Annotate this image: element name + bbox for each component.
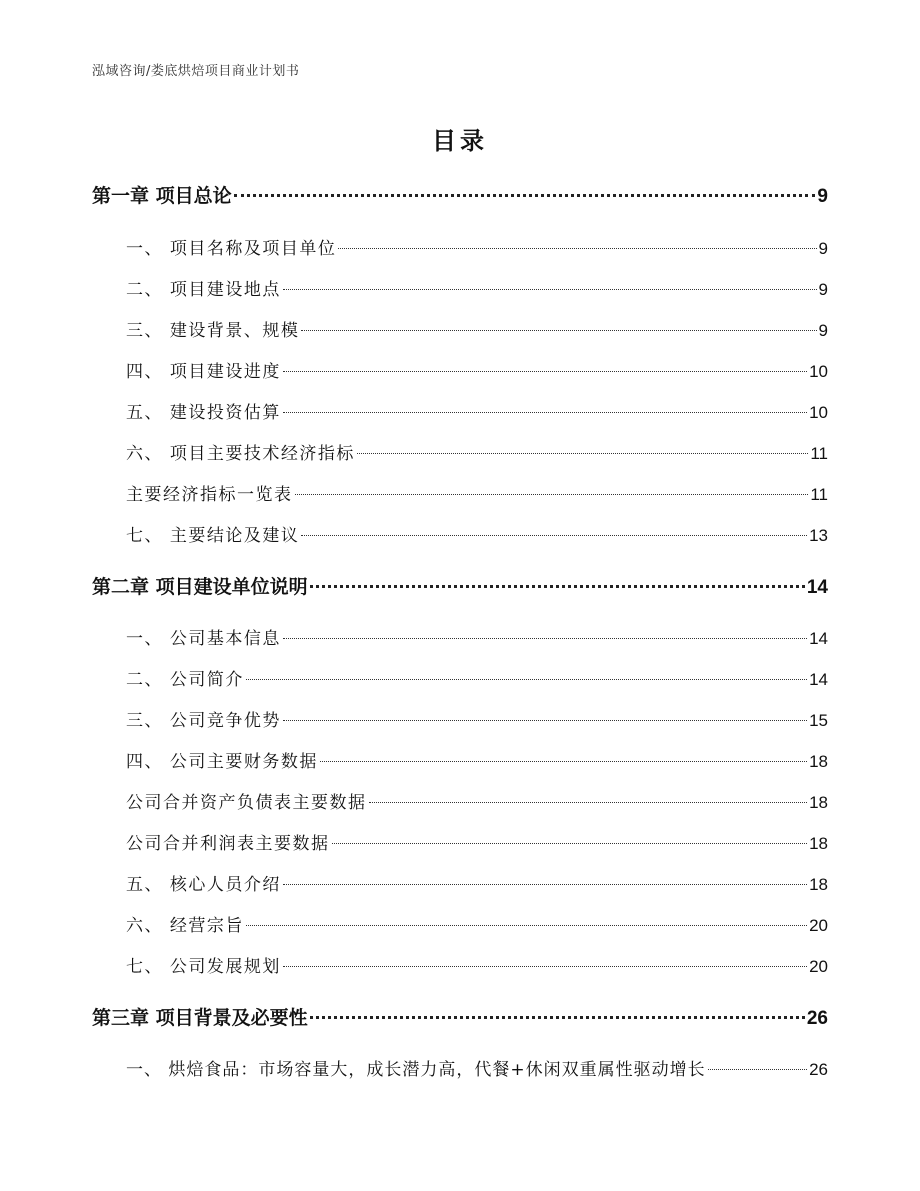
toc-page-number: 14 xyxy=(809,629,828,648)
toc-label: 七、 公司发展规划 xyxy=(126,957,281,977)
toc-label: 六、 经营宗旨 xyxy=(126,916,244,936)
toc-page-number: 10 xyxy=(809,362,828,381)
dot-leader xyxy=(369,802,808,803)
toc-label: 二、 公司简介 xyxy=(126,670,244,690)
toc-title: 目录 xyxy=(432,127,488,155)
toc-entry[interactable] xyxy=(126,829,828,854)
running-header: 泓域咨询/娄底烘焙项目商业计划书 xyxy=(92,64,300,79)
dot-leader xyxy=(338,248,816,249)
toc-entry[interactable] xyxy=(126,911,828,936)
toc-entry[interactable] xyxy=(126,1055,828,1080)
toc-entry[interactable] xyxy=(126,665,828,690)
toc-page-number: 14 xyxy=(809,670,828,689)
dot-leader xyxy=(295,494,809,495)
dot-leader xyxy=(283,371,807,372)
toc-entry[interactable] xyxy=(126,480,828,505)
dot-leader xyxy=(301,330,816,331)
toc-label: 二、 项目建设地点 xyxy=(126,280,281,300)
toc-page-number: 9 xyxy=(818,280,828,299)
toc-page-number: 18 xyxy=(809,793,828,812)
toc-page-number: 11 xyxy=(810,485,828,504)
toc-label: 主要经济指标一览表 xyxy=(126,485,293,505)
toc-entry[interactable] xyxy=(126,398,828,423)
toc-label: 第三章 项目背景及必要性 xyxy=(92,1007,308,1029)
toc-entry[interactable] xyxy=(126,870,828,895)
toc-label: 五、 建设投资估算 xyxy=(126,403,281,423)
toc-chapter-3[interactable] xyxy=(92,1003,828,1030)
toc-entry[interactable] xyxy=(126,357,828,382)
toc-label: 公司合并利润表主要数据 xyxy=(126,834,330,854)
toc-chapter-1[interactable] xyxy=(92,181,828,208)
toc-label: 第二章 项目建设单位说明 xyxy=(92,576,308,598)
toc-entry[interactable] xyxy=(126,234,828,259)
dot-leader xyxy=(246,925,807,926)
toc-label: 四、 公司主要财务数据 xyxy=(126,752,318,772)
toc-page-number: 14 xyxy=(806,577,828,598)
dot-leader xyxy=(310,585,805,588)
toc-entry[interactable] xyxy=(126,316,828,341)
dot-leader xyxy=(301,535,807,536)
toc-page-number: 9 xyxy=(818,321,828,340)
toc-entry[interactable] xyxy=(126,706,828,731)
dot-leader xyxy=(234,194,816,197)
toc-label: 公司合并资产负债表主要数据 xyxy=(126,793,367,813)
toc-page-number: 9 xyxy=(817,186,828,207)
dot-leader xyxy=(332,843,808,844)
dot-leader xyxy=(310,1016,805,1019)
dot-leader xyxy=(357,453,808,454)
toc-page-number: 26 xyxy=(809,1060,828,1079)
toc-entry[interactable] xyxy=(126,521,828,546)
toc-label: 第一章 项目总论 xyxy=(92,185,232,207)
toc-entry[interactable] xyxy=(126,624,828,649)
toc-entry[interactable] xyxy=(126,788,828,813)
toc-label: 五、 核心人员介绍 xyxy=(126,875,281,895)
toc-entry[interactable] xyxy=(126,439,828,464)
toc-label: 三、 公司竞争优势 xyxy=(126,711,281,731)
toc-label: 六、 项目主要技术经济指标 xyxy=(126,444,355,464)
toc-label: 四、 项目建设进度 xyxy=(126,362,281,382)
toc-entry[interactable] xyxy=(126,952,828,977)
dot-leader xyxy=(283,884,807,885)
toc-label: 三、 建设背景、规模 xyxy=(126,321,300,341)
toc-entry[interactable] xyxy=(126,275,828,300)
dot-leader xyxy=(283,966,807,967)
dot-leader xyxy=(246,679,807,680)
toc-label: 一、 项目名称及项目单位 xyxy=(126,239,337,259)
toc-page-number: 10 xyxy=(809,403,828,422)
toc-chapter-2[interactable] xyxy=(92,572,828,599)
toc-page-number: 11 xyxy=(810,444,828,463)
toc-page-number: 26 xyxy=(806,1008,828,1029)
dot-leader xyxy=(283,638,807,639)
toc-page-number: 13 xyxy=(809,526,828,545)
toc-label: 一、 公司基本信息 xyxy=(126,629,281,649)
toc-entry[interactable] xyxy=(126,747,828,772)
dot-leader xyxy=(283,289,817,290)
toc-label: 七、 主要结论及建议 xyxy=(126,526,300,546)
toc-page-number: 9 xyxy=(818,239,828,258)
dot-leader xyxy=(320,761,807,762)
dot-leader xyxy=(283,720,807,721)
dot-leader xyxy=(708,1069,807,1070)
toc-page-number: 20 xyxy=(809,957,828,976)
toc-page-number: 15 xyxy=(809,711,828,730)
toc-page-number: 18 xyxy=(809,834,828,853)
toc-page-number: 18 xyxy=(809,752,828,771)
toc-label: 一、 烘焙食品：市场容量大，成长潜力高，代餐+休闲双重属性驱动增长 xyxy=(126,1060,706,1080)
toc-page-number: 20 xyxy=(809,916,828,935)
toc-page-number: 18 xyxy=(809,875,828,894)
dot-leader xyxy=(283,412,807,413)
